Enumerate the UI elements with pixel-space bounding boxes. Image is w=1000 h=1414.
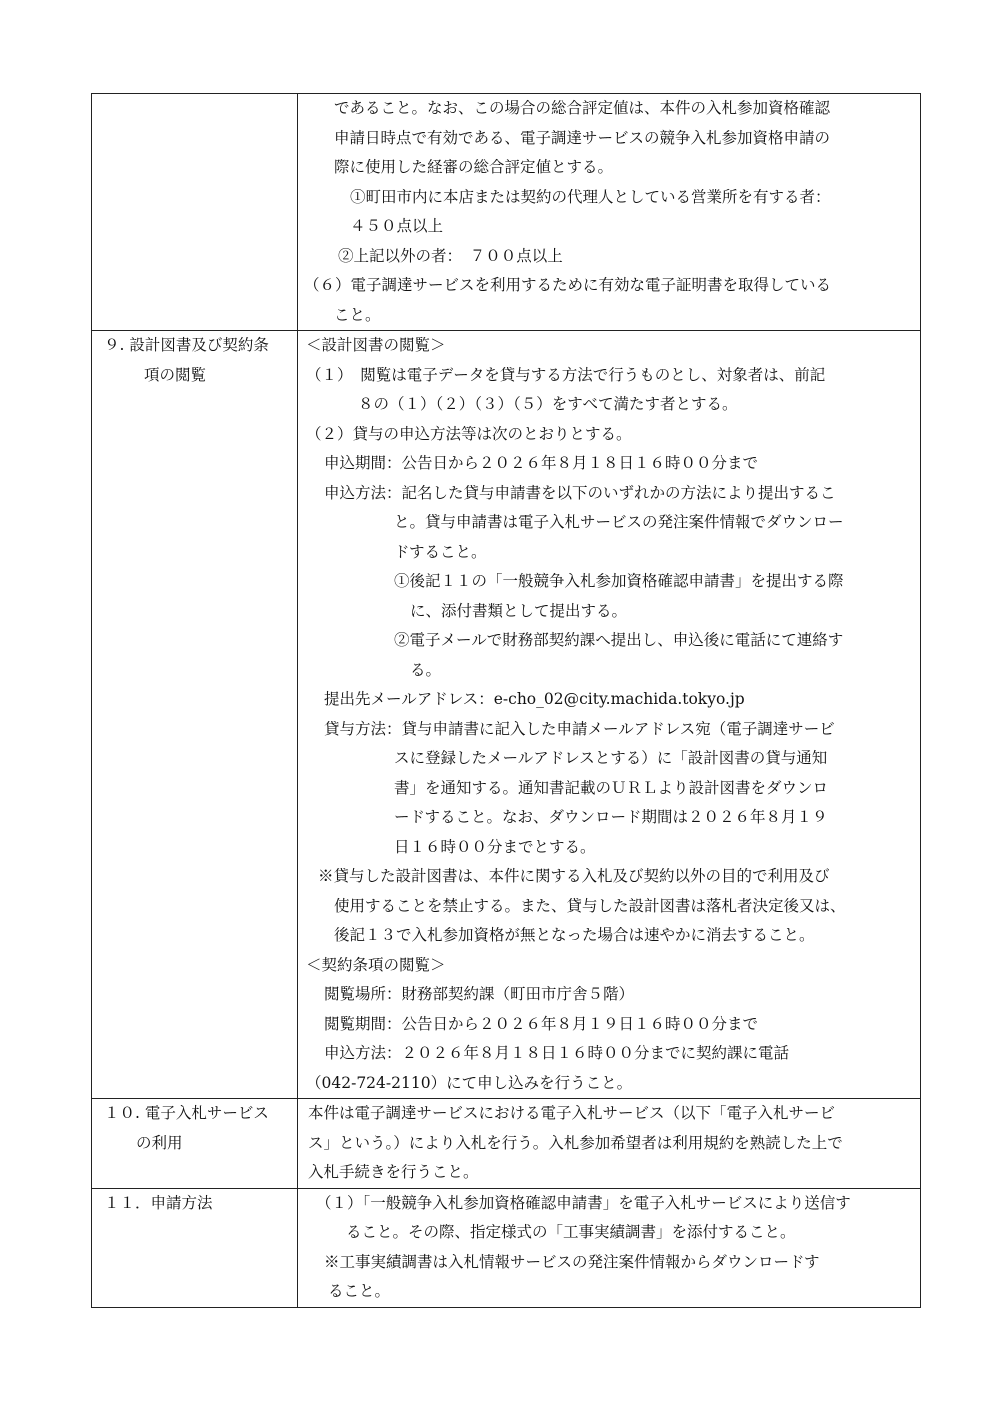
row-content-cell — [298, 331, 921, 1099]
content-line: ①町田市内に本店または契約の代理人としている営業所を有する者： — [350, 187, 831, 206]
content-line: 貸与方法：貸与申請書に記入した申請メールアドレス宛（電子調達サービ — [324, 719, 835, 738]
content-line: （１）「一般競争入札参加資格確認申請書」を電子入札サービスにより送信す — [316, 1193, 851, 1212]
table-row — [92, 94, 921, 331]
content-line: 申込方法：２０２６年８月１８日１６時００分までに契約課に電話 — [324, 1044, 790, 1062]
row-label-line: の利用 — [136, 1133, 183, 1152]
content-line: ードすること。なお、ダウンロード期間は２０２６年８月１９ — [394, 808, 828, 826]
content-line: 書」を通知する。通知書記載のＵＲＬより設計図書をダウンロ — [394, 778, 829, 797]
content-line: 提出先メールアドレス：e-cho_02@city.machida.tokyo.jp — [324, 690, 745, 708]
content-line: ＜設計図書の閲覧＞ — [306, 336, 446, 354]
content-line: 申込方法：記名した貸与申請書を以下のいずれかの方法により提出するこ — [324, 483, 836, 502]
content-line: （１） 閲覧は電子データを貸与する方法で行うものとし、対象者は、前記 — [306, 365, 826, 384]
row-content-cell — [298, 1099, 921, 1189]
content-line: ※貸与した設計図書は、本件に関する入札及び契約以外の目的で利用及び — [318, 867, 830, 885]
content-line: 使用することを禁止する。また、貸与した設計図書は落札者決定後又は、 — [334, 896, 846, 915]
row-label-cell — [92, 94, 298, 331]
content-line: 際に使用した経審の総合評定値とする。 — [334, 158, 614, 176]
row-label-line: １０. 電子入札サービス — [104, 1104, 269, 1122]
content-line: 申請日時点で有効である、電子調達サービスの競争入札参加資格申請の — [334, 128, 831, 147]
content-line: （042-724-2110）にて申し込みを行うこと。 — [306, 1073, 633, 1092]
content-line: に、添付書類として提出する。 — [410, 601, 628, 620]
row-label-cell — [92, 1188, 298, 1307]
content-line: ８の（１）（２）（３）（５）をすべて満たす者とする。 — [358, 395, 738, 413]
content-line: ②電子メールで財務部契約課へ提出し、申込後に電話にて連絡す — [394, 631, 844, 649]
content-line: ※工事実績調書は入札情報サービスの発注案件情報からダウンロードす — [324, 1252, 820, 1271]
row-label-cell — [92, 1099, 298, 1189]
content-line: ②上記以外の者： ７００点以上 — [338, 246, 563, 265]
content-line: ①後記１１の「一般競争入札参加資格確認申請書」を提出する際 — [394, 572, 844, 590]
content-line: （２）貸与の申込方法等は次のとおりとする。 — [306, 424, 632, 443]
content-line: 閲覧場所：財務部契約課（町田市庁舎５階） — [324, 985, 635, 1003]
content-line: ドすること。 — [394, 542, 487, 561]
content-line: 閲覧期間：公告日から２０２６年８月１９日１６時００分まで — [324, 1014, 759, 1033]
content-line: る。 — [410, 660, 442, 679]
table-row — [92, 331, 921, 1099]
content-line: と。貸与申請書は電子入札サービスの発注案件情報でダウンロー — [394, 513, 844, 531]
content-line: ＜契約条項の閲覧＞ — [306, 955, 446, 974]
content-line: （６）電子調達サービスを利用するために有効な電子証明書を取得している — [304, 276, 832, 294]
row-label-line: １１．申請方法 — [104, 1193, 213, 1212]
content-line: こと。 — [334, 305, 381, 324]
row-label-line: 項の閲覧 — [144, 365, 207, 384]
content-line: ４５０点以上 — [350, 217, 444, 235]
row-content-cell — [298, 1188, 921, 1307]
content-line: ること。その際、指定様式の「工事実績調書」を添付すること。 — [346, 1223, 796, 1241]
row-content-cell — [298, 94, 921, 331]
content-line: であること。なお、この場合の総合評定値は、本件の入札参加資格確認 — [334, 99, 831, 117]
content-line: 本件は電子調達サービスにおける電子入札サービス（以下「電子入札サービ — [308, 1104, 836, 1122]
table-row — [92, 1188, 921, 1307]
content-line: ること。 — [328, 1282, 391, 1300]
content-line: 日１６時００分までとする。 — [394, 837, 596, 856]
content-line: 後記１３で入札参加資格が無となった場合は速やかに消去すること。 — [334, 926, 815, 944]
row-label-cell — [92, 331, 298, 1099]
content-line: 申込期間：公告日から２０２６年８月１８日１６時００分まで — [324, 454, 759, 472]
content-line: スに登録したメールアドレスとする）に「設計図書の貸与通知 — [394, 749, 828, 767]
row-label-line: ９. 設計図書及び契約条 — [104, 336, 269, 354]
document-table — [91, 93, 921, 1308]
content-line: ス」という。）により入札を行う。入札参加希望者は利用規約を熟読した上で — [308, 1133, 843, 1152]
table-row — [92, 1099, 921, 1189]
content-line: 入札手続きを行うこと。 — [308, 1163, 479, 1181]
